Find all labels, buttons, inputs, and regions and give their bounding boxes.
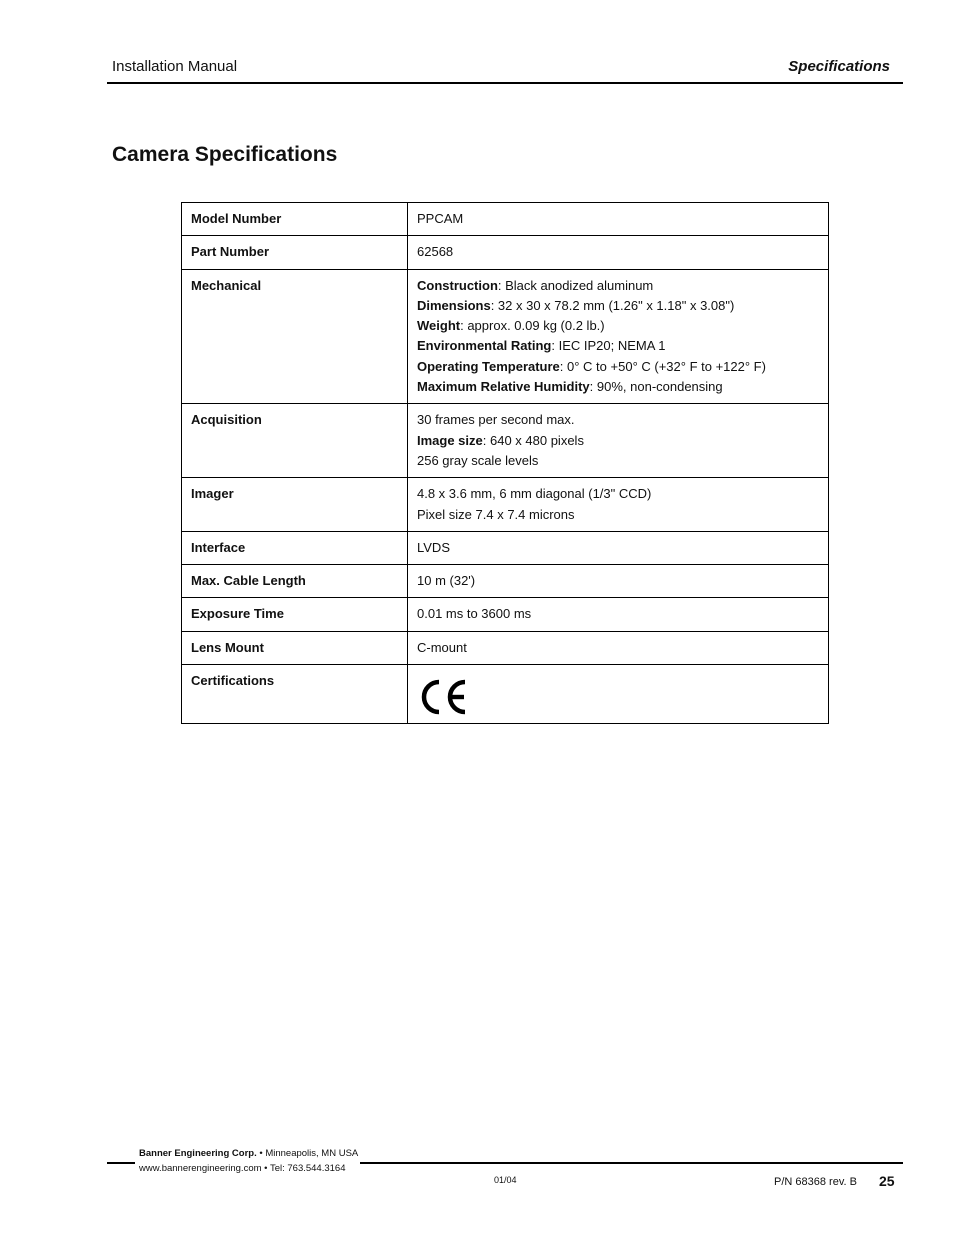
table-row bbox=[182, 404, 829, 478]
spec-value-term: Dimensions bbox=[417, 297, 491, 313]
spec-value bbox=[408, 598, 829, 631]
footer-part-number: P/N 68368 rev. B bbox=[774, 1176, 857, 1188]
spec-value-text: : 0° C to +50° C (+32° F to +122° F) bbox=[559, 358, 766, 374]
spec-label: Part Number bbox=[182, 236, 408, 269]
footer-company-name: Banner Engineering Corp. bbox=[139, 1148, 257, 1159]
table-row bbox=[182, 598, 829, 631]
spec-value bbox=[408, 404, 829, 478]
spec-value-line bbox=[417, 316, 819, 336]
spec-value bbox=[408, 478, 829, 532]
spec-value bbox=[408, 531, 829, 564]
spec-value-text: C-mount bbox=[417, 639, 467, 655]
spec-value-line bbox=[417, 431, 819, 451]
spec-value-line bbox=[417, 638, 819, 658]
spec-value-term: Environmental Rating bbox=[417, 338, 552, 354]
spec-value-text: 10 m (32') bbox=[417, 573, 476, 589]
table-row bbox=[182, 478, 829, 532]
table-row bbox=[182, 269, 829, 404]
table-row bbox=[182, 665, 829, 724]
spec-value-line bbox=[417, 336, 819, 356]
spec-value-text: : Black anodized aluminum bbox=[497, 277, 654, 293]
spec-value-line bbox=[417, 357, 819, 377]
spec-label: Mechanical bbox=[182, 269, 408, 404]
spec-value bbox=[408, 236, 829, 269]
spec-value-line bbox=[417, 242, 819, 262]
footer-divider-right bbox=[360, 1162, 903, 1164]
spec-value-line bbox=[417, 571, 819, 591]
spec-value bbox=[408, 203, 829, 236]
spec-value-text: LVDS bbox=[417, 539, 450, 555]
spec-value-line bbox=[417, 296, 819, 316]
spec-value bbox=[408, 631, 829, 664]
spec-value-line bbox=[417, 410, 819, 430]
spec-value-line bbox=[417, 538, 819, 558]
spec-value bbox=[408, 665, 829, 724]
table-row bbox=[182, 565, 829, 598]
header-divider bbox=[107, 82, 903, 84]
header-section-title: Specifications bbox=[788, 58, 890, 75]
spec-value-line bbox=[417, 377, 819, 397]
spec-label: Imager bbox=[182, 478, 408, 532]
spec-value-text: Pixel size 7.4 x 7.4 microns bbox=[417, 506, 575, 522]
spec-value-term: Image size bbox=[417, 432, 483, 448]
spec-value-text: 4.8 x 3.6 mm, 6 mm diagonal (1/3" CCD) bbox=[417, 486, 652, 502]
table-row bbox=[182, 631, 829, 664]
spec-value bbox=[408, 269, 829, 404]
spec-value-text: : 32 x 30 x 78.2 mm (1.26" x 1.18" x 3.08") bbox=[490, 297, 735, 313]
table-row bbox=[182, 531, 829, 564]
spec-value-text: 62568 bbox=[417, 244, 454, 260]
spec-value-text: 256 gray scale levels bbox=[417, 452, 539, 468]
table-row bbox=[182, 236, 829, 269]
ce-mark-icon bbox=[417, 677, 469, 717]
footer-location: • Minneapolis, MN USA bbox=[256, 1148, 359, 1159]
spec-label: Lens Mount bbox=[182, 631, 408, 664]
spec-value-line bbox=[417, 451, 819, 471]
footer-company bbox=[139, 1148, 358, 1159]
spec-value-text: : IEC IP20; NEMA 1 bbox=[551, 338, 666, 354]
spec-label: Certifications bbox=[182, 665, 408, 724]
spec-table bbox=[181, 202, 829, 724]
spec-value-text: 0.01 ms to 3600 ms bbox=[417, 606, 532, 622]
spec-value bbox=[408, 565, 829, 598]
spec-label: Interface bbox=[182, 531, 408, 564]
spec-value-term: Maximum Relative Humidity bbox=[417, 379, 590, 395]
spec-value-line bbox=[417, 505, 819, 525]
spec-label: Max. Cable Length bbox=[182, 565, 408, 598]
spec-label: Acquisition bbox=[182, 404, 408, 478]
spec-value-term: Construction bbox=[417, 277, 498, 293]
spec-value-line bbox=[417, 209, 819, 229]
spec-label: Model Number bbox=[182, 203, 408, 236]
spec-value-term: Operating Temperature bbox=[417, 358, 560, 374]
table-row bbox=[182, 203, 829, 236]
spec-value-text: 30 frames per second max. bbox=[417, 412, 575, 428]
spec-value-text: : 90%, non-condensing bbox=[589, 379, 723, 395]
page-number: 25 bbox=[879, 1173, 895, 1189]
spec-value-text: : 640 x 480 pixels bbox=[482, 432, 584, 448]
spec-value-term: Weight bbox=[417, 318, 461, 334]
footer-divider-left bbox=[107, 1162, 135, 1164]
footer-date: 01/04 bbox=[494, 1175, 517, 1185]
spec-label: Exposure Time bbox=[182, 598, 408, 631]
spec-value-text: PPCAM bbox=[417, 211, 464, 226]
footer-contact: www.bannerengineering.com • Tel: 763.544.3164 bbox=[139, 1163, 346, 1174]
page-title: Camera Specifications bbox=[112, 143, 338, 166]
spec-value-line bbox=[417, 484, 819, 504]
spec-value-text: : approx. 0.09 kg (0.2 lb.) bbox=[460, 318, 605, 334]
header-manual-title: Installation Manual bbox=[112, 58, 238, 75]
spec-value-line bbox=[417, 276, 819, 296]
spec-value-line bbox=[417, 604, 819, 624]
